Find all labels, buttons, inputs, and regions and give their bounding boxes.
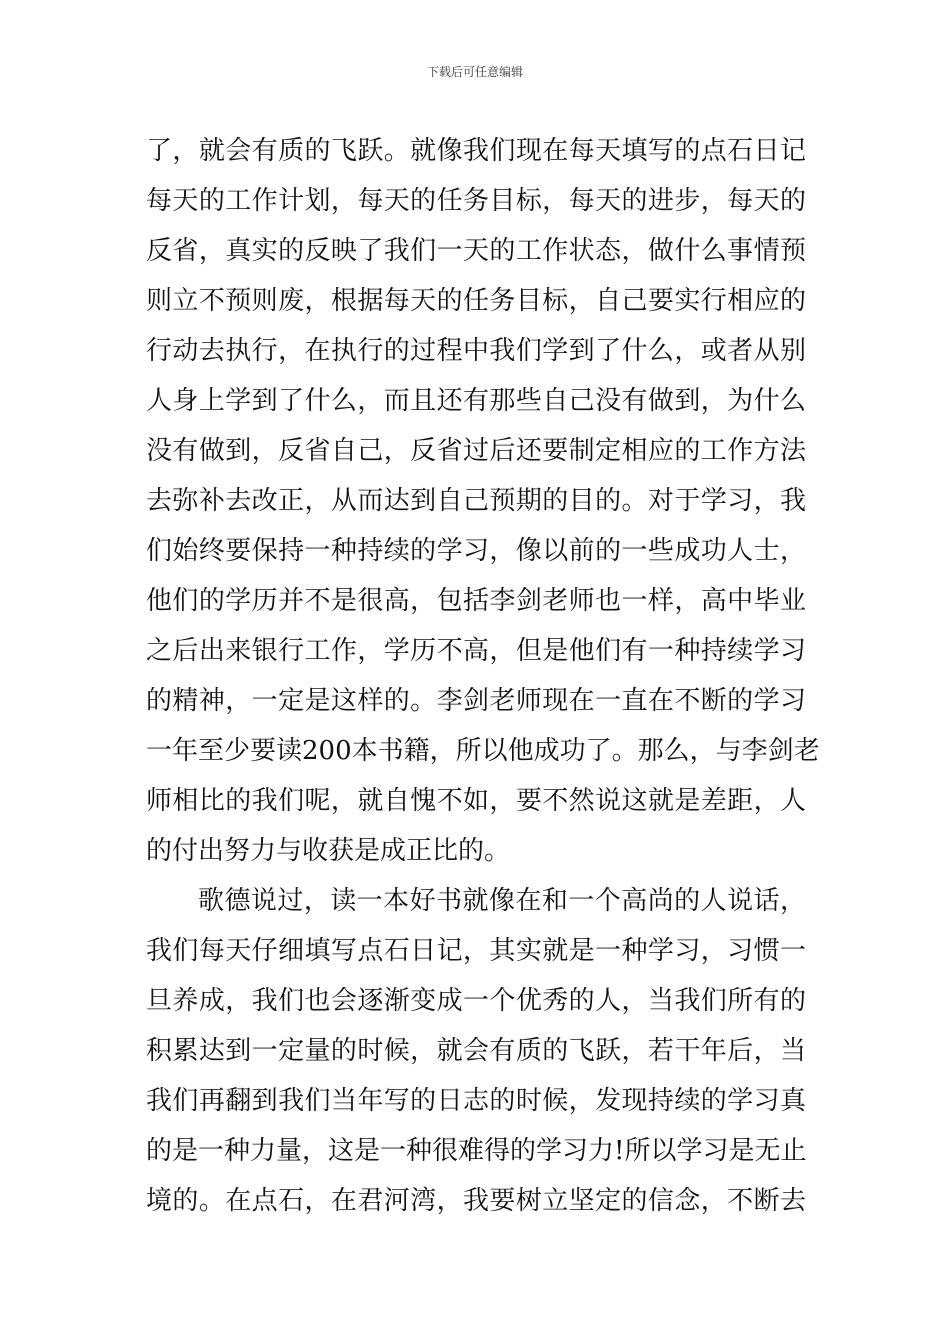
text-line: 们始终要保持一种持续的学习，像以前的一些成功人士， xyxy=(146,536,806,566)
text-line: 我们再翻到我们当年写的日志的时候，发现持续的学习真 xyxy=(146,1086,806,1116)
text-line: 了，就会有质的飞跃。就像我们现在每天填写的点石日记 xyxy=(146,136,806,166)
text-line: 每天的工作计划，每天的任务目标，每天的进步，每天的 xyxy=(146,186,806,216)
text-line: 则立不预则废，根据每天的任务目标，自己要实行相应的 xyxy=(146,286,806,316)
text-line: 积累达到一定量的时候，就会有质的飞跃，若干年后，当 xyxy=(146,1036,806,1066)
text-line: 行动去执行，在执行的过程中我们学到了什么，或者从别 xyxy=(146,336,806,366)
text-line: 的精神，一定是这样的。李剑老师现在一直在不断的学习 xyxy=(146,686,806,716)
text-line: 反省，真实的反映了我们一天的工作状态，做什么事情预 xyxy=(146,236,806,266)
text-line: 一年至少要读200本书籍，所以他成功了。那么，与李剑老 xyxy=(146,736,820,766)
paragraph-end-line: 的付出努力与收获是成正比的。 xyxy=(146,836,511,866)
text-line: 我们每天仔细填写点石日记，其实就是一种学习，习惯一 xyxy=(146,936,806,966)
document-body xyxy=(146,126,820,1226)
page-header: 下载后可任意编辑 xyxy=(426,65,523,79)
paragraph-start-line: 歌德说过，读一本好书就像在和一个高尚的人说话， xyxy=(198,886,806,916)
text-line: 境的。在点石，在君河湾，我要树立坚定的信念，不断去 xyxy=(146,1186,806,1216)
text-line: 的是一种力量，这是一种很难得的学习力!所以学习是无止 xyxy=(146,1136,807,1166)
text-line: 人身上学到了什么，而且还有那些自己没有做到，为什么 xyxy=(146,386,806,416)
text-line: 师相比的我们呢，就自愧不如，要不然说这就是差距，人 xyxy=(146,786,806,816)
text-line: 之后出来银行工作，学历不高，但是他们有一种持续学习 xyxy=(146,636,806,666)
text-line: 他们的学历并不是很高，包括李剑老师也一样，高中毕业 xyxy=(146,586,806,616)
text-line: 旦养成，我们也会逐渐变成一个优秀的人，当我们所有的 xyxy=(146,986,806,1016)
text-line: 没有做到，反省自己，反省过后还要制定相应的工作方法 xyxy=(146,436,806,466)
text-line: 去弥补去改正，从而达到自己预期的目的。对于学习，我 xyxy=(146,486,806,516)
